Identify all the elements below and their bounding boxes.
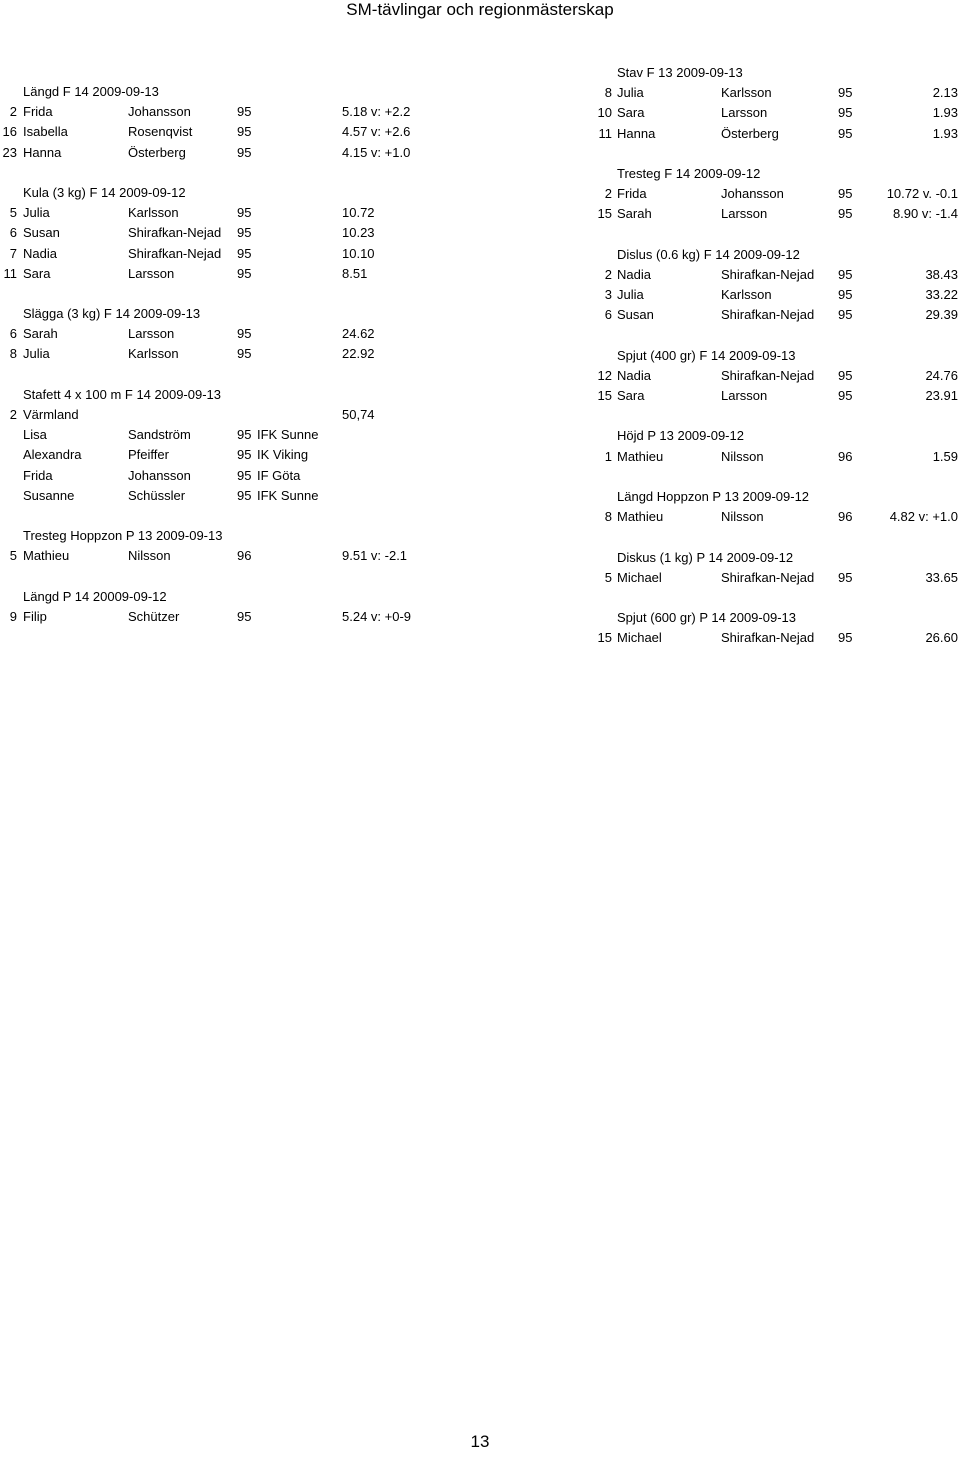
result-year: 95 <box>838 206 853 222</box>
result-first: Alexandra <box>23 447 82 463</box>
blank-row <box>597 225 960 245</box>
result-club: IFK Sunne <box>257 427 319 443</box>
result-row <box>597 628 960 648</box>
result-row <box>597 124 960 144</box>
result-year: 95 <box>237 326 252 342</box>
event-title: Tresteg Hoppzon P 13 2009-09-13 <box>23 528 223 544</box>
blank-row <box>597 467 960 487</box>
result-place: 5 <box>9 205 17 221</box>
result-row <box>597 184 960 204</box>
result-row <box>0 244 480 264</box>
result-result: 10.10 <box>342 245 375 261</box>
result-place: 2 <box>9 407 17 422</box>
result-result: 2.13 <box>932 85 958 101</box>
blank-row <box>597 325 960 345</box>
result-last: Rosenqvist <box>128 124 193 140</box>
event-title: Spjut (600 gr) P 14 2009-09-13 <box>617 610 796 626</box>
result-first: Mathieu <box>617 509 664 525</box>
event-title: Längd P 14 20009-09-12 <box>23 588 167 604</box>
event-heading <box>597 487 960 507</box>
result-row <box>0 546 480 566</box>
result-year: 96 <box>838 509 853 525</box>
result-year: 95 <box>237 467 252 483</box>
result-last: Shirafkan-Nejad <box>721 266 815 282</box>
result-year: 95 <box>237 427 252 443</box>
event-heading <box>0 82 480 102</box>
result-first: Filip <box>23 608 47 624</box>
result-first: Susan <box>23 225 60 241</box>
result-last: Pfeiffer <box>128 447 169 463</box>
result-year: 95 <box>838 367 853 383</box>
result-place: 23 <box>2 144 17 160</box>
result-last: Shirafkan-Nejad <box>128 225 222 241</box>
result-result: 29.39 <box>925 307 958 323</box>
result-first: Susan <box>617 307 654 323</box>
result-year: 95 <box>838 186 853 202</box>
result-row <box>0 344 480 364</box>
result-place: 2 <box>604 186 612 202</box>
result-club: IF Göta <box>257 467 301 483</box>
blank-row <box>0 506 480 526</box>
result-row <box>597 305 960 325</box>
result-place: 12 <box>597 367 612 383</box>
blank-row <box>0 567 480 587</box>
result-result: 10.72 v. -0.1 <box>886 186 958 202</box>
result-last: Johansson <box>128 104 191 120</box>
result-place: 11 <box>3 265 17 281</box>
event-title: Slägga (3 kg) F 14 2009-09-13 <box>23 306 201 322</box>
result-place: 5 <box>604 569 612 585</box>
result-result: 1.93 <box>932 125 958 141</box>
result-year: 95 <box>838 630 853 646</box>
result-row <box>597 447 960 467</box>
result-row <box>0 122 480 142</box>
result-first: Värmland <box>23 407 79 422</box>
result-year: 96 <box>838 448 853 464</box>
result-result: 9.51 v: -2.1 <box>342 548 408 564</box>
result-row <box>0 102 480 122</box>
result-year: 95 <box>237 245 252 261</box>
event-title: Kula (3 kg) F 14 2009-09-12 <box>23 184 186 200</box>
result-first: Julia <box>617 287 644 303</box>
blank-row <box>597 527 960 547</box>
event-heading <box>597 608 960 628</box>
event-title: Tresteg F 14 2009-09-12 <box>617 165 761 181</box>
right-results-column <box>597 63 960 648</box>
result-first: Susanne <box>23 487 75 503</box>
result-row <box>0 324 480 344</box>
result-row <box>0 607 480 627</box>
result-first: Mathieu <box>23 548 70 564</box>
result-first: Julia <box>617 85 644 101</box>
result-row <box>0 445 480 465</box>
result-place: 11 <box>598 125 612 141</box>
blank-row <box>597 588 960 608</box>
result-year: 95 <box>838 125 853 141</box>
result-result: 1.59 <box>932 448 958 464</box>
result-last: Larsson <box>721 206 768 222</box>
result-result: 50,74 <box>342 407 375 422</box>
result-result: 1.93 <box>932 105 958 121</box>
result-first: Julia <box>23 205 50 221</box>
result-first: Sara <box>617 105 645 121</box>
result-result: 10.72 <box>342 205 375 221</box>
result-place: 3 <box>604 287 612 303</box>
result-last: Nilsson <box>721 448 764 464</box>
result-first: Nadia <box>23 245 57 261</box>
result-first: Nadia <box>617 266 651 282</box>
event-title: Stav F 13 2009-09-13 <box>617 65 743 80</box>
blank-row <box>0 365 480 385</box>
result-result: 33.22 <box>925 287 958 303</box>
blank-row <box>0 163 480 183</box>
result-result: 5.18 v: +2.2 <box>342 104 411 120</box>
result-place: 1 <box>604 448 612 464</box>
result-club: IFK Sunne <box>257 487 319 503</box>
result-place: 2 <box>604 266 612 282</box>
result-place: 8 <box>604 85 612 101</box>
result-first: Julia <box>23 346 50 362</box>
result-result: 22.92 <box>342 346 375 362</box>
result-result: 4.57 v: +2.6 <box>342 124 411 140</box>
result-row <box>0 425 480 445</box>
event-title: Längd F 14 2009-09-13 <box>23 84 159 99</box>
event-heading <box>0 587 480 607</box>
event-title: Spjut (400 gr) F 14 2009-09-13 <box>617 347 796 363</box>
result-row <box>0 486 480 506</box>
result-year: 95 <box>237 225 252 241</box>
result-row <box>597 204 960 224</box>
result-year: 95 <box>838 307 853 323</box>
result-result: 24.76 <box>925 367 958 383</box>
result-place: 6 <box>9 225 17 241</box>
result-row <box>597 366 960 386</box>
result-result: 26.60 <box>925 630 958 646</box>
result-year: 95 <box>237 608 252 624</box>
result-last: Johansson <box>128 467 191 483</box>
result-row <box>597 568 960 588</box>
result-place: 5 <box>9 548 17 564</box>
result-row <box>597 285 960 305</box>
result-last: Shirafkan-Nejad <box>721 569 815 585</box>
result-result: 24.62 <box>342 326 375 342</box>
result-place: 9 <box>9 608 17 624</box>
event-heading <box>597 63 960 83</box>
result-result: 8.51 <box>342 265 368 281</box>
result-year: 95 <box>237 104 252 120</box>
result-result: 5.24 v: +0-9 <box>342 608 412 624</box>
result-year: 95 <box>838 287 853 303</box>
page-number: 13 <box>470 1432 490 1451</box>
result-row <box>0 466 480 486</box>
event-heading <box>597 245 960 265</box>
result-year: 95 <box>237 124 252 140</box>
result-last: Karlsson <box>128 205 179 221</box>
result-first: Sarah <box>617 206 652 222</box>
result-place: 6 <box>9 326 17 342</box>
event-title: Höjd P 13 2009-09-12 <box>617 428 744 444</box>
blank-row <box>0 284 480 304</box>
result-place: 10 <box>597 105 612 121</box>
result-row <box>0 405 480 425</box>
result-result: 8.90 v: -1.4 <box>892 206 958 222</box>
result-row <box>0 264 480 284</box>
result-last: Österberg <box>128 144 186 160</box>
result-year: 96 <box>237 548 252 564</box>
event-title: Längd Hoppzon P 13 2009-09-12 <box>617 488 810 504</box>
result-year: 95 <box>237 144 252 160</box>
left-results-column <box>0 82 480 627</box>
result-last: Shirafkan-Nejad <box>721 367 815 383</box>
event-heading <box>0 526 480 546</box>
result-first: Michael <box>617 630 662 646</box>
result-result: 23.91 <box>925 388 958 403</box>
event-title: Diskus (1 kg) P 14 2009-09-12 <box>617 549 794 565</box>
result-last: Karlsson <box>721 287 772 303</box>
result-last: Karlsson <box>721 85 772 101</box>
result-last: Johansson <box>721 186 784 202</box>
result-last: Larsson <box>128 265 175 281</box>
result-place: 16 <box>2 124 17 140</box>
result-row <box>0 203 480 223</box>
result-year: 95 <box>237 447 252 463</box>
result-year: 95 <box>237 205 252 221</box>
result-first: Frida <box>617 186 647 202</box>
result-place: 6 <box>604 307 612 323</box>
result-first: Frida <box>23 104 53 120</box>
result-last: Larsson <box>721 105 768 121</box>
result-year: 95 <box>838 569 853 585</box>
result-last: Schüssler <box>128 487 186 503</box>
result-result: 4.15 v: +1.0 <box>342 144 411 160</box>
result-last: Shirafkan-Nejad <box>721 630 815 646</box>
result-place: 8 <box>9 346 17 362</box>
result-place: 8 <box>604 509 612 525</box>
result-last: Larsson <box>128 326 175 342</box>
event-heading <box>0 385 480 405</box>
result-row <box>597 83 960 103</box>
result-year: 95 <box>838 85 853 101</box>
result-first: Hanna <box>617 125 656 141</box>
result-row <box>597 265 960 285</box>
result-last: Shirafkan-Nejad <box>128 245 222 261</box>
result-first: Frida <box>23 467 53 483</box>
result-row <box>597 103 960 123</box>
result-club: IK Viking <box>257 447 309 463</box>
result-result: 33.65 <box>925 569 958 585</box>
result-place: 15 <box>597 206 612 222</box>
result-last: Nilsson <box>721 509 764 525</box>
result-first: Hanna <box>23 144 62 160</box>
result-row <box>0 143 480 163</box>
result-first: Lisa <box>23 427 47 443</box>
event-heading <box>597 548 960 568</box>
result-year: 95 <box>838 388 853 403</box>
result-place: 15 <box>597 630 612 646</box>
result-year: 95 <box>838 105 853 121</box>
result-year: 95 <box>237 346 252 362</box>
result-first: Michael <box>617 569 662 585</box>
event-heading <box>597 346 960 366</box>
event-heading <box>597 426 960 446</box>
result-result: 38.43 <box>925 266 958 282</box>
result-row <box>597 507 960 527</box>
result-year: 95 <box>237 265 252 281</box>
result-first: Sarah <box>23 326 58 342</box>
result-place: 15 <box>597 388 612 403</box>
result-row <box>0 223 480 243</box>
result-place: 2 <box>9 104 17 120</box>
event-heading <box>0 183 480 203</box>
result-first: Isabella <box>23 124 68 140</box>
event-title: Stafett 4 x 100 m F 14 2009-09-13 <box>23 386 222 402</box>
result-result: 4.82 v: +1.0 <box>889 509 958 525</box>
page-title: SM-tävlingar och regionmästerskap <box>346 0 614 19</box>
result-last: Schützer <box>128 608 180 624</box>
result-last: Österberg <box>721 125 779 141</box>
blank-row <box>597 406 960 426</box>
result-last: Nilsson <box>128 548 171 564</box>
result-year: 95 <box>838 266 853 282</box>
result-first: Nadia <box>617 367 651 383</box>
result-last: Larsson <box>721 388 768 403</box>
result-first: Mathieu <box>617 448 664 464</box>
event-heading <box>597 164 960 184</box>
result-last: Sandström <box>128 427 191 443</box>
result-year: 95 <box>237 487 252 503</box>
result-result: 10.23 <box>342 225 375 241</box>
result-row <box>597 386 960 406</box>
event-title: Dislus (0.6 kg) F 14 2009-09-12 <box>617 246 800 262</box>
result-last: Karlsson <box>128 346 179 362</box>
result-first: Sara <box>23 265 51 281</box>
event-heading <box>0 304 480 324</box>
result-first: Sara <box>617 388 645 403</box>
blank-row <box>597 144 960 164</box>
result-last: Shirafkan-Nejad <box>721 307 815 323</box>
result-place: 7 <box>9 245 17 261</box>
